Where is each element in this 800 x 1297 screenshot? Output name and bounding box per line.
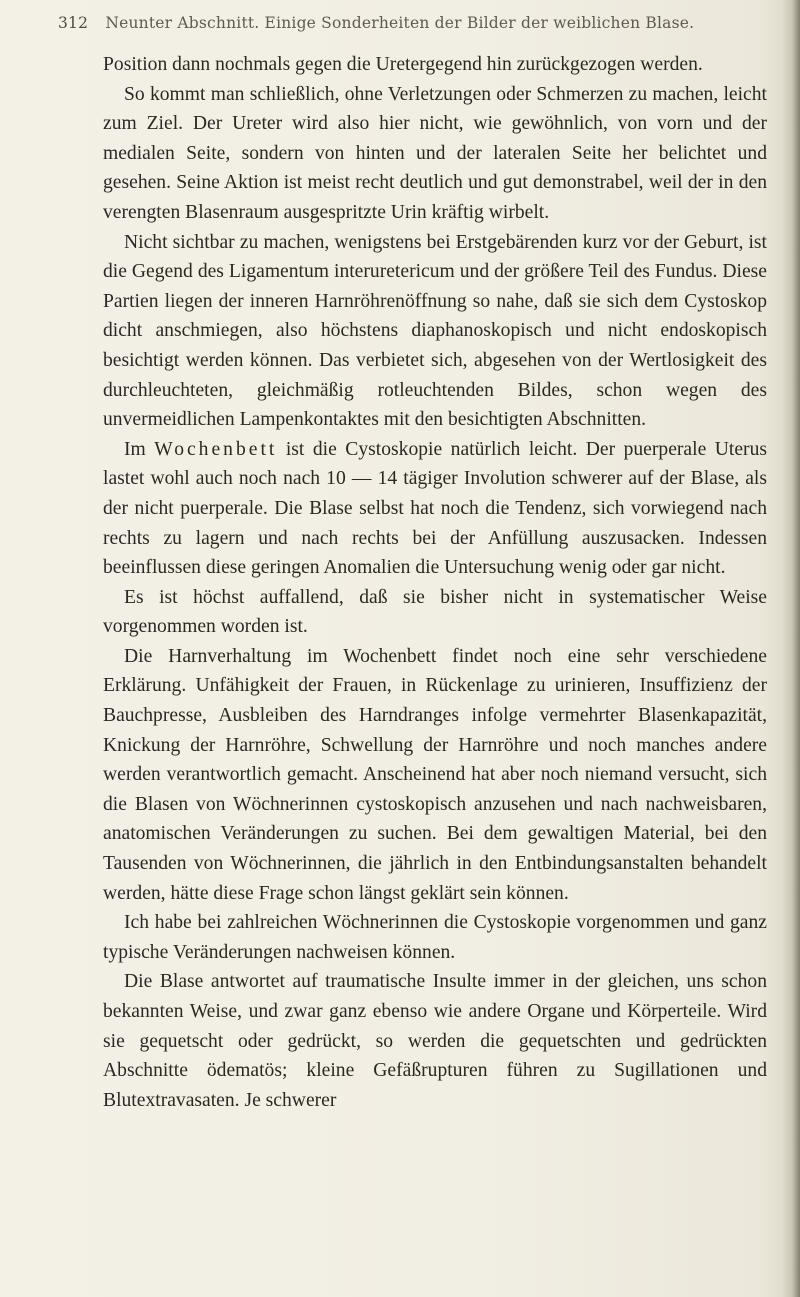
emphasized-term: Wochenbett	[154, 438, 278, 460]
paragraph: Die Blase antwortet auf traumatische Insulte immer in der gleichen, uns schon bekannten Weise, und zwar ganz ebenso wie andere Organe und Körperteile. Wird sie gequetscht oder gedrückt, so werden die gequetschten und gedrückten Abschnitte ödematös; kleine Gefäßrupturen führen zu Sugillationen und Blutextravasaten. Je schwerer	[103, 971, 767, 1111]
paragraph: So kommt man schließlich, ohne Verletzungen oder Schmerzen zu machen, leicht zum Ziel. Der Ureter wird also hier nicht, wie gewöhnlich, von vorn und der medialen Seite, sondern von hinten und der lateralen Seite her belichtet und gesehen. Seine Aktion ist meist recht deutlich und gut demonstrabel, weil der in den verengten Blasenraum ausgespritzte Urin kräftig wirbelt.	[103, 83, 767, 223]
paragraph: Ich habe bei zahlreichen Wöchnerinnen die Cystoskopie vorgenommen und ganz typische Veränderungen nachweisen können.	[103, 912, 767, 963]
running-header	[58, 14, 758, 32]
running-title: Neunter Abschnitt. Einige Sonderheiten der Bilder der weiblichen Blase.	[105, 14, 695, 32]
page-body	[103, 50, 767, 1115]
paragraph-text: ist die Cystoskopie natürlich leicht. Der puerperale Uterus lastet wohl auch noch nach 10 — 14 tägiger Involution schwerer auf der Blase, als der nicht puerperale. Die Blase selbst hat noch die Tendenz, sich vorwiegend nach rechts zu lagern und nach rechts bei der Anfüllung auszusacken. Indessen beeinflussen diese geringen Anomalien die Untersuchung wenig oder gar nicht.	[103, 438, 767, 579]
paragraph: Position dann nochmals gegen die Uretergegend hin zurückgezogen werden.	[103, 54, 703, 75]
paragraph-lead: Im	[124, 438, 146, 460]
paragraph: Es ist höchst auffallend, daß sie bisher nicht in systematischer Weise vorgenommen worden ist.	[103, 586, 767, 638]
page-edge-shadow	[782, 0, 800, 1297]
paragraph: Die Harnverhaltung im Wochenbett findet noch eine sehr verschiedene Erklärung. Unfähigkeit der Frauen, in Rückenlage zu urinieren, Insuffizienz der Bauchpresse, Ausbleiben des Harndranges infolge vermehrter Blasenkapazität, Knickung der Harnröhre, Schwellung der Harnröhre und noch manches andere werden verantwortlich gemacht. Anscheinend hat aber noch niemand versucht, sich die Blasen von Wöchnerinnen cystoskopisch anzusehen und nach nachweisbaren, anatomischen Veränderungen zu suchen. Bei dem gewaltigen Material, bei den Tausenden von Wöchnerinnen, die jährlich in den Entbindungsanstalten behandelt werden, hätte diese Frage schon längst geklärt sein können.	[103, 645, 767, 904]
page-number: 312	[58, 14, 89, 32]
paragraph	[103, 435, 767, 583]
paragraph: Nicht sichtbar zu machen, wenigstens bei Erstgebärenden kurz vor der Geburt, ist die Gegend des Ligamentum interuretericum und der größere Teil des Fundus. Diese Partien liegen der inneren Harnröhrenöffnung so nahe, daß sie sich dem Cystoskop dicht anschmiegen, also höchstens diaphanoskopisch und nicht endoskopisch besichtigt werden können. Das verbietet sich, abgesehen von der Wertlosigkeit des durchleuchteten, gleichmäßig rotleuchtenden Bildes, schon wegen des unvermeidlichen Lampenkontaktes mit den besichtigten Abschnitten.	[103, 231, 767, 431]
